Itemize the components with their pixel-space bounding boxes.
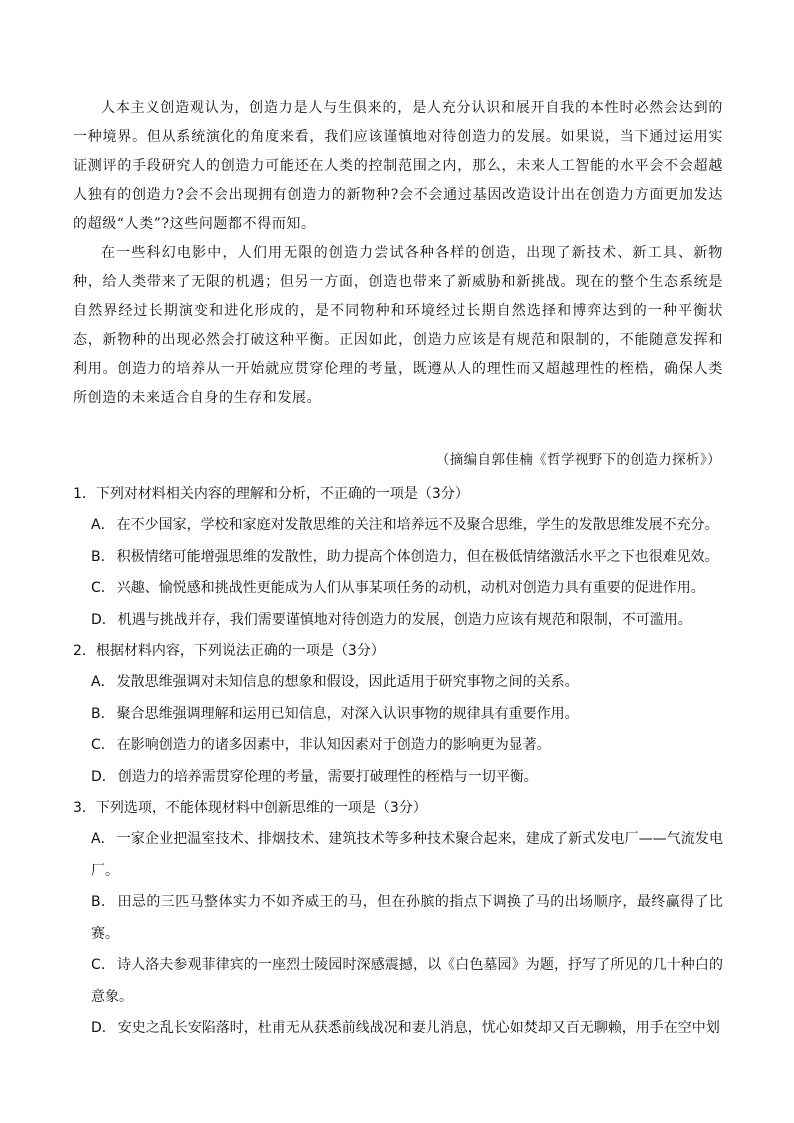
passage-paragraph: 在一些科幻电影中，人们用无限的创造力尝试各种各样的创造，出现了新技术、新工具、新物种，给人类带来了无限的机遇；但另一方面，创造也带来了新威胁和新挑战。现在的整个生态系统是自然界经过长期演变和进化形成的，是不同物种和环境经过长期自然选择和博弈达到的一种平衡状态，新物种的出现必然会打破这种平衡。正因如此，创造力应该是有规范和限制的，不能随意发挥和利用。创造力的培养从一开始就应贯穿伦理的考量，既遵从人的理性而又超越理性的桎梏，确保人类所创造的未来适合自身的生存和发展。 (73, 245, 723, 406)
option-letter: B． (91, 705, 115, 722)
option-text: 一家企业把温室技术、排烟技术、建筑技术等多种技术聚合起来，建成了新式发电厂——气流发电厂。 (91, 831, 724, 879)
option-letter: B． (91, 548, 115, 565)
question-list (73, 479, 723, 1044)
option-c[interactable] (91, 950, 723, 1013)
option-c[interactable] (91, 730, 723, 761)
option-text: 在不少国家，学校和家庭对发散思维的关注和培养远不及聚合思维，学生的发散思维发展不充分。 (116, 517, 719, 534)
question-stem: 2．根据材料内容，下列说法正确的一项是（3分） (73, 643, 385, 660)
option-letter: D． (91, 611, 116, 628)
option-text: 安史之乱长安陷落时，杜甫无从获悉前线战况和妻儿消息，忧心如焚却又百无聊赖，用手在空中划 (117, 1019, 720, 1036)
passage-source: （摘编自郭佳楠《哲学视野下的创造力探析》） (435, 452, 721, 468)
question-3 (73, 793, 723, 1044)
question-1 (73, 479, 723, 636)
option-text: 兴趣、愉悦感和挑战性更能成为人们从事某项任务的动机，动机对创造力具有重要的促进作用。 (116, 580, 705, 597)
option-letter: A． (91, 674, 115, 691)
option-text: 发散思维强调对未知信息的想象和假设，因此适用于研究事物之间的关系。 (116, 674, 579, 691)
option-letter: C． (91, 957, 115, 974)
option-b[interactable] (91, 887, 723, 950)
option-c[interactable] (91, 573, 723, 604)
option-letter: D． (91, 768, 116, 785)
option-d[interactable] (91, 1013, 723, 1044)
option-b[interactable] (91, 542, 723, 573)
option-a[interactable] (91, 510, 723, 541)
option-b[interactable] (91, 699, 723, 730)
reading-passage (73, 94, 723, 413)
option-a[interactable] (91, 824, 723, 887)
option-text: 田忌的三匹马整体实力不如齐威王的马，但在孙膑的指点下调换了马的出场顺序，最终赢得了比赛。 (91, 894, 724, 942)
option-text: 创造力的培养需贯穿伦理的考量，需要打破理性的桎梏与一切平衡。 (117, 768, 538, 785)
option-text: 在影响创造力的诸多因素中，非认知因素对于创造力的影响更为显著。 (116, 737, 551, 754)
option-text: 诗人洛夫参观菲律宾的一座烈士陵园时深感震撼，以《白色墓园》为题，抒写了所见的几十种白的意象。 (91, 957, 723, 1005)
option-letter: D． (91, 1019, 116, 1036)
option-letter: A． (91, 517, 115, 534)
option-d[interactable] (91, 762, 723, 793)
question-stem: 1．下列对材料相关内容的理解和分析，不正确的一项是（3分） (73, 486, 469, 502)
option-a[interactable] (91, 667, 723, 698)
option-letter: B． (91, 894, 116, 911)
option-letter: A． (91, 831, 115, 848)
option-text: 聚合思维强调理解和运用已知信息，对深入认识事物的规律具有重要作用。 (116, 705, 579, 722)
option-letter: C． (91, 737, 115, 754)
question-2 (73, 636, 723, 793)
option-letter: C． (91, 580, 115, 597)
question-stem: 3．下列选项，不能体现材料中创新思维的一项是（3分） (73, 800, 427, 817)
option-text: 机遇与挑战并存，我们需要谨慎地对待创造力的发展，创造力应该有规范和限制，不可滥用。 (117, 611, 692, 628)
passage-paragraph: 人本主义创造观认为，创造力是人与生俱来的，是人充分认识和展开自我的本性时必然会达到的一种境界。但从系统演化的角度来看，我们应该谨慎地对待创造力的发展。如果说，当下通过运用实证测评的手段研究人的创造力可能还在人类的控制范围之内，那么，未来人工智能的水平会不会超越人独有的创造力?会不会出现拥有创造力的新物种?会不会通过基因改造设计出在创造力方面更加发达的超级“人类”?这些问题都不得而知。 (73, 100, 723, 232)
option-d[interactable] (91, 605, 723, 636)
option-text: 积极情绪可能增强思维的发散性，助力提高个体创造力，但在极低情绪激活水平之下也很难见效。 (116, 548, 719, 565)
